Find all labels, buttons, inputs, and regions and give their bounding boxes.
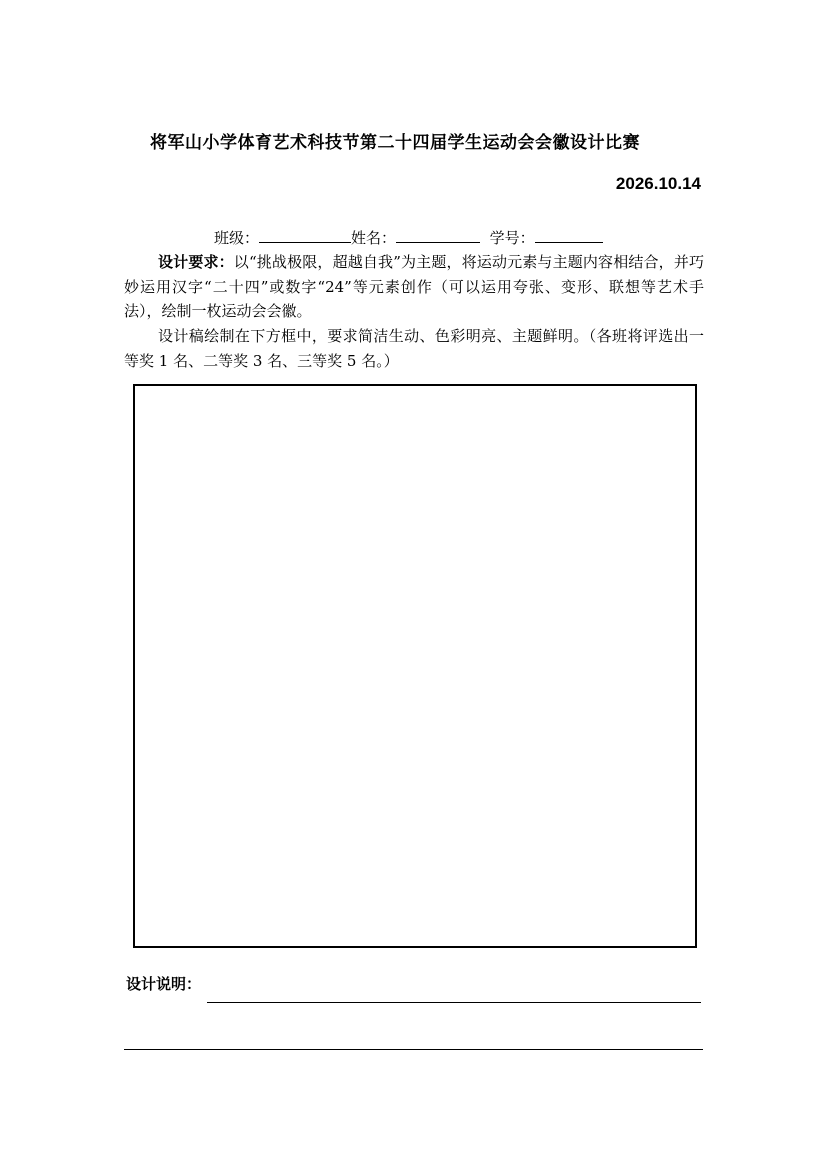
- contest-date: 2026.10.14: [615, 174, 701, 193]
- footer-divider: [124, 1049, 703, 1050]
- design-description-field[interactable]: [207, 1002, 701, 1003]
- class-field[interactable]: [259, 228, 351, 243]
- design-description-label: 设计说明：: [126, 975, 202, 993]
- class-label: 班级：: [214, 229, 260, 247]
- student-id-label: 学号：: [489, 229, 535, 247]
- student-id-field[interactable]: [535, 228, 603, 243]
- requirements-paragraph: [124, 250, 704, 324]
- page-title: 将军山小学体育艺术科技节第二十四届学生运动会会徽设计比赛: [150, 133, 640, 153]
- name-label: 姓名：: [351, 229, 397, 247]
- name-field[interactable]: [396, 228, 480, 243]
- requirements-note: 设计稿绘制在下方框中，要求简洁生动、色彩明亮、主题鲜明。（各班将评选出一等奖 1 名、二等奖 3 名、三等奖 5 名。）: [124, 327, 704, 370]
- student-info-line: [214, 227, 603, 248]
- design-drawing-box[interactable]: [133, 384, 697, 948]
- requirements-text: 以“挑战极限，超越自我”为主题，将运动元素与主题内容相结合，并巧妙运用汉字“二十四”或数字“24”等元素创作（可以运用夸张、变形、联想等艺术手法），绘制一枚运动会会徽。: [124, 253, 704, 320]
- requirements-label: 设计要求：: [158, 253, 234, 271]
